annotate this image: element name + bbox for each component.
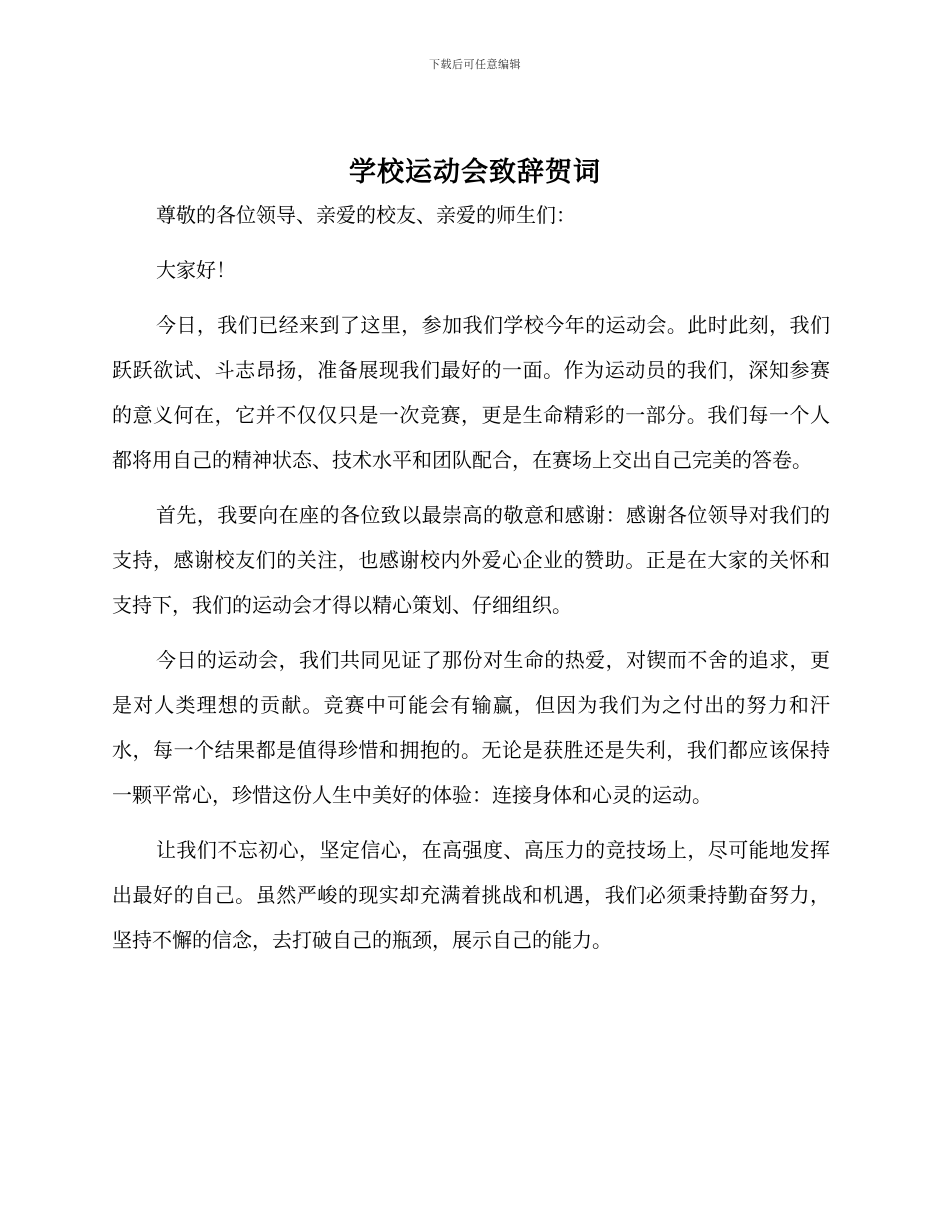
greeting-paragraph: 大家好！ <box>156 258 236 282</box>
header-note: 下载后可任意编辑 <box>429 58 521 71</box>
document-body <box>112 193 830 973</box>
body-paragraph: 今日的运动会，我们共同见证了那份对生命的热爱，对锲而不舍的追求，更是对人类理想的贡献。竞赛中可能会有输赢，但因为我们为之付出的努力和汗水，每一个结果都是值得珍惜和拥抱的。无论是获胜还是失利，我们都应该保持一颗平常心，珍惜这份人生中美好的体验：连接身体和心灵的运动。 <box>112 648 830 807</box>
body-paragraph: 让我们不忘初心，坚定信心，在高强度、高压力的竞技场上，尽可能地发挥出最好的自己。虽然严峻的现实却充满着挑战和机遇，我们必须秉持勤奋努力，坚持不懈的信念，去打破自己的瓶颈，展示自己的能力。 <box>112 838 830 952</box>
salutation-paragraph: 尊敬的各位领导、亲爱的校友、亲爱的师生们： <box>156 203 576 227</box>
body-paragraph: 今日，我们已经来到了这里，参加我们学校今年的运动会。此时此刻，我们跃跃欲试、斗志昂扬，准备展现我们最好的一面。作为运动员的我们，深知参赛的意义何在，它并不仅仅只是一次竞赛，更是生命精彩的一部分。我们每一个人都将用自己的精神状态、技术水平和团队配合，在赛场上交出自己完美的答卷。 <box>112 313 830 472</box>
body-paragraph: 首先，我要向在座的各位致以最崇高的敬意和感谢：感谢各位领导对我们的支持，感谢校友们的关注，也感谢校内外爱心企业的赞助。正是在大家的关怀和支持下，我们的运动会才得以精心策划、仔细组织。 <box>112 503 830 617</box>
document-title: 学校运动会致辞贺词 <box>349 157 601 188</box>
